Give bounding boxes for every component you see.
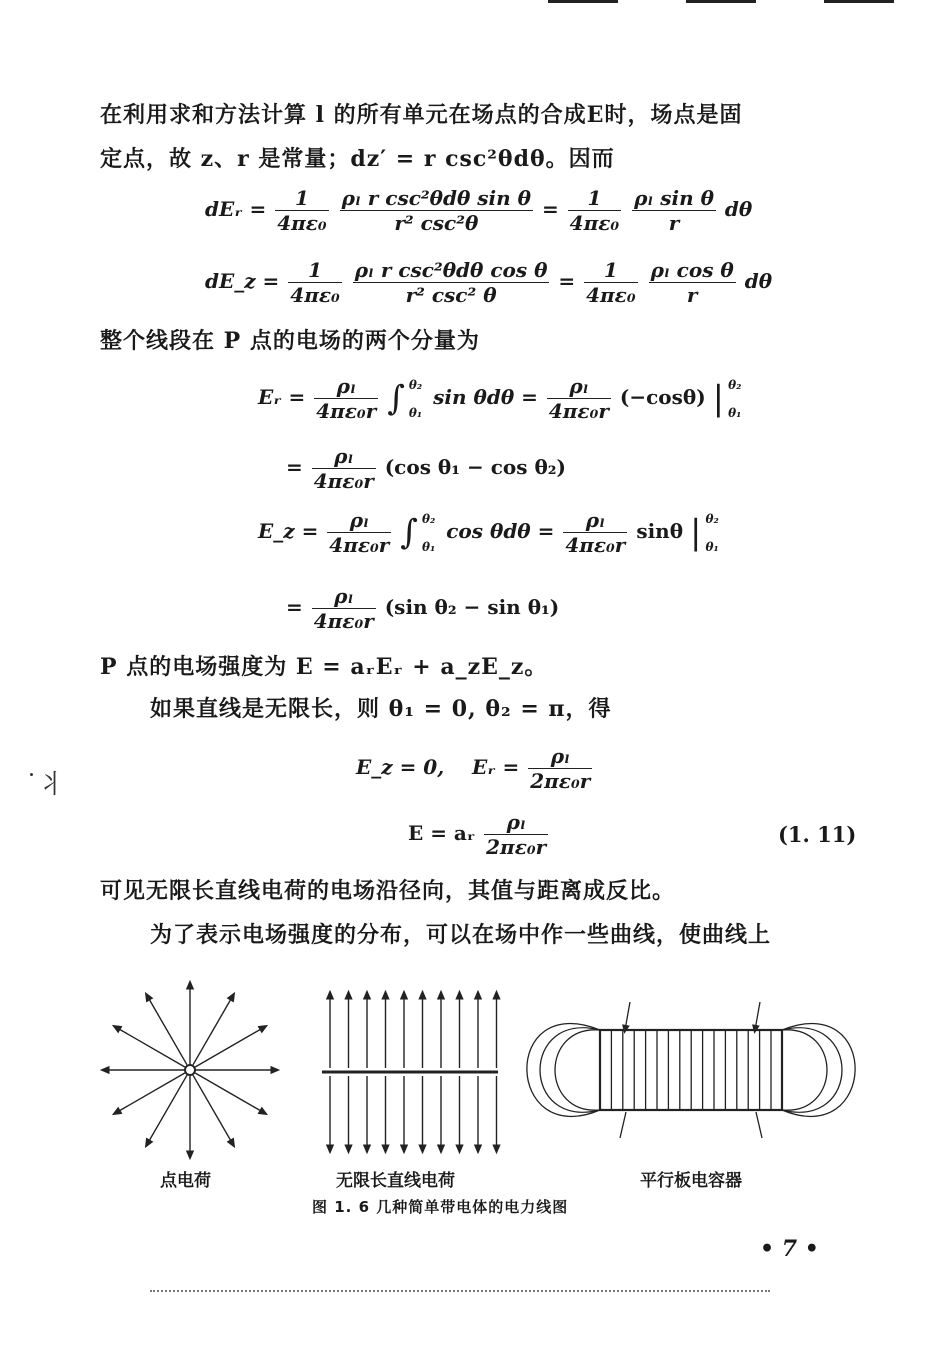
point-charge-dot bbox=[185, 1065, 195, 1075]
page-number: • 7 • bbox=[760, 1236, 819, 1262]
paragraph-4: 如果直线是无限长，则 θ₁ = 0, θ₂ = π，得 bbox=[150, 696, 612, 722]
field-ray bbox=[193, 996, 233, 1065]
field-ray bbox=[193, 1075, 233, 1144]
equation-1-11: E = aᵣ $\frac{\text{ρₗ}}{\text{2πε₀r}}$ bbox=[408, 810, 547, 859]
paragraph-1-line-1: 在利用求和方法计算 l 的所有单元在场点的合成E时，场点是固 bbox=[100, 102, 743, 128]
equation-dEz: dE_z = $\frac{1}{\text{4πε₀}}$ $\frac{\text{ρₗ r csc²θdθ cos θ}}{\text{r² csc² θ}}$ = $\frac{1}{\text{4πε₀}}$ $\frac{\text{ρₗ cos θ}}{r}$ dθ bbox=[205, 258, 773, 307]
paragraph-6: 为了表示电场强度的分布，可以在场中作一些曲线，使曲线上 bbox=[150, 922, 772, 948]
scan-mark: ̇丬 bbox=[38, 770, 65, 800]
field-lines-figure bbox=[0, 980, 952, 1160]
equation-Er-integral: Eᵣ = $\frac{\text{ρₗ}}{\text{4πε₀r}}$ ∫ θ₂ θ₁ sin θdθ = $\frac{\text{ρₗ}}{\text{4πε₀r}}$ (−cosθ) | θ₂ θ₁ bbox=[258, 374, 742, 423]
top-rule-1 bbox=[548, 0, 618, 3]
point-charge-diagram bbox=[104, 984, 276, 1156]
capacitor-diagram bbox=[527, 1002, 855, 1138]
equation-dEr: dEᵣ = $\frac{1}{\text{4πε₀}}$ $\frac{\text{ρₗ r csc²θdθ sin θ}}{\text{r² csc²θ}}$ = $\frac{1}{\text{4πε₀}}$ $\frac{\text{ρₗ sin θ}}{r}$ dθ bbox=[205, 186, 753, 235]
field-ray bbox=[116, 1073, 185, 1113]
field-ray bbox=[147, 1075, 187, 1144]
paragraph-5: 可见无限长直线电荷的电场沿径向，其值与距离成反比。 bbox=[100, 878, 676, 904]
label-point-charge: 点电荷 bbox=[160, 1171, 211, 1191]
figure-caption: 图 1. 6 几种简单带电体的电力线图 bbox=[312, 1198, 569, 1216]
equation-number: (1. 11) bbox=[778, 822, 857, 847]
equation-Ez-result: = $\frac{\text{ρₗ}}{\text{4πε₀r}}$ (sin θ₂ − sin θ₁) bbox=[286, 584, 560, 633]
scan-bottom-noise bbox=[150, 1290, 770, 1294]
field-ray bbox=[147, 996, 187, 1065]
paragraph-2: 整个线段在 P 点的电场的两个分量为 bbox=[100, 328, 480, 354]
field-ray bbox=[116, 1027, 185, 1067]
field-ray bbox=[195, 1027, 264, 1067]
top-rule-3 bbox=[824, 0, 894, 3]
equation-infinite-components: E_z = 0, Eᵣ = $\frac{\text{ρₗ}}{\text{2πε₀r}}$ bbox=[356, 744, 591, 793]
paragraph-3: P 点的电场强度为 E = aᵣEᵣ + a_zE_z。 bbox=[100, 654, 548, 680]
field-ray bbox=[195, 1073, 264, 1113]
equation-Ez-integral: E_z = $\frac{\text{ρₗ}}{\text{4πε₀r}}$ ∫ θ₂ θ₁ cos θdθ = $\frac{\text{ρₗ}}{\text{4πε₀r}}$ sinθ | θ₂ θ₁ bbox=[258, 508, 719, 557]
label-capacitor: 平行板电容器 bbox=[640, 1171, 742, 1191]
equation-Er-result: = $\frac{\text{ρₗ}}{\text{4πε₀r}}$ (cos θ₁ − cos θ₂) bbox=[286, 444, 567, 493]
paragraph-1-line-2: 定点，故 z、r 是常量；dz′ = r csc²θdθ。因而 bbox=[100, 146, 615, 172]
top-rule-2 bbox=[686, 0, 756, 3]
label-line-charge: 无限长直线电荷 bbox=[336, 1171, 455, 1191]
line-charge-diagram bbox=[322, 994, 498, 1150]
